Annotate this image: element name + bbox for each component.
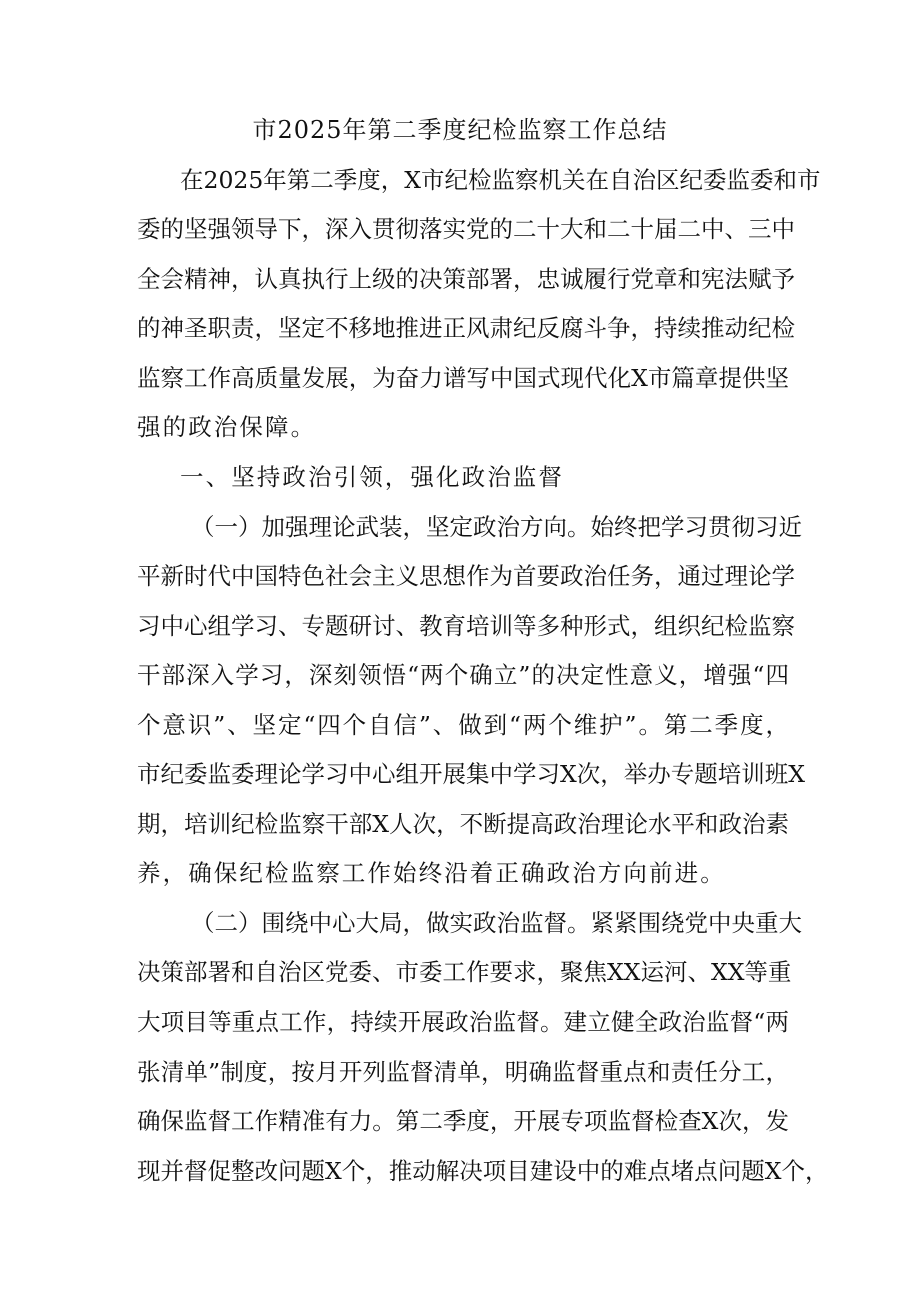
section-1-1-line-8: 养，确保纪检监察工作始终沿着正确政治方向前进。: [137, 859, 726, 887]
intro-line-2: 委的坚强领导下，深入贯彻落实党的二十大和二十届二中、三中: [137, 215, 795, 243]
intro-line-6: 强的政治保障。: [137, 413, 317, 441]
section-1-2-line-1: （二）围绕中心大局，做实政治监督。紧紧围绕党中央重大: [191, 909, 802, 937]
section-1-2-line-3: 大项目等重点工作，持续开展政治监督。建立健全政治监督“两: [137, 1008, 789, 1036]
section-1-1-line-2: 平新时代中国特色社会主义思想作为首要政治任务，通过理论学: [137, 562, 795, 590]
intro-line-5: 监察工作高质量发展，为奋力谱写中国式现代化X市篇章提供坚: [137, 364, 789, 392]
section-1-1-line-4: 干部深入学习，深刻领悟“两个确立”的决定性意义，增强“四: [137, 661, 789, 689]
section-1-2-line-2: 决策部署和自治区党委、市委工作要求，聚焦XX运河、XX等重: [137, 958, 792, 986]
section-1-2-line-4: 张清单”制度，按月开列监督清单，明确监督重点和责任分工，: [137, 1058, 789, 1086]
section-1-1-line-5: 个意识”、坚定“四个自信”、做到“两个维护”。第二季度，: [137, 711, 789, 739]
section-1-1-line-6: 市纪委监委理论学习中心组开展集中学习X次，举办专题培训班X: [137, 760, 805, 788]
section-1-heading: 一、坚持政治引领，强化政治监督: [180, 463, 564, 491]
intro-line-4: 的神圣职责，坚定不移地推进正风肃纪反腐斗争，持续推动纪检: [137, 314, 795, 342]
section-1-2-line-6: 现并督促整改问题X个，推动解决项目建设中的难点堵点问题X个，: [137, 1157, 829, 1185]
section-1-1-line-1: （一）加强理论武装，坚定政治方向。始终把学习贯彻习近: [191, 513, 802, 541]
document-title: 市2025年第二季度纪检监察工作总结: [252, 116, 668, 144]
intro-line-1: 在2025年第二季度，X市纪检监察机关在自治区纪委监委和市: [180, 166, 821, 194]
section-1-1-line-7: 期，培训纪检监察干部X人次，不断提高政治理论水平和政治素: [137, 810, 789, 838]
intro-line-3: 全会精神，认真执行上级的决策部署，忠诚履行党章和宪法赋予: [137, 265, 795, 293]
section-1-1-line-3: 习中心组学习、专题研讨、教育培训等多种形式，组织纪检监察: [137, 612, 795, 640]
section-1-2-line-5: 确保监督工作精准有力。第二季度，开展专项监督检查X次，发: [137, 1107, 789, 1135]
